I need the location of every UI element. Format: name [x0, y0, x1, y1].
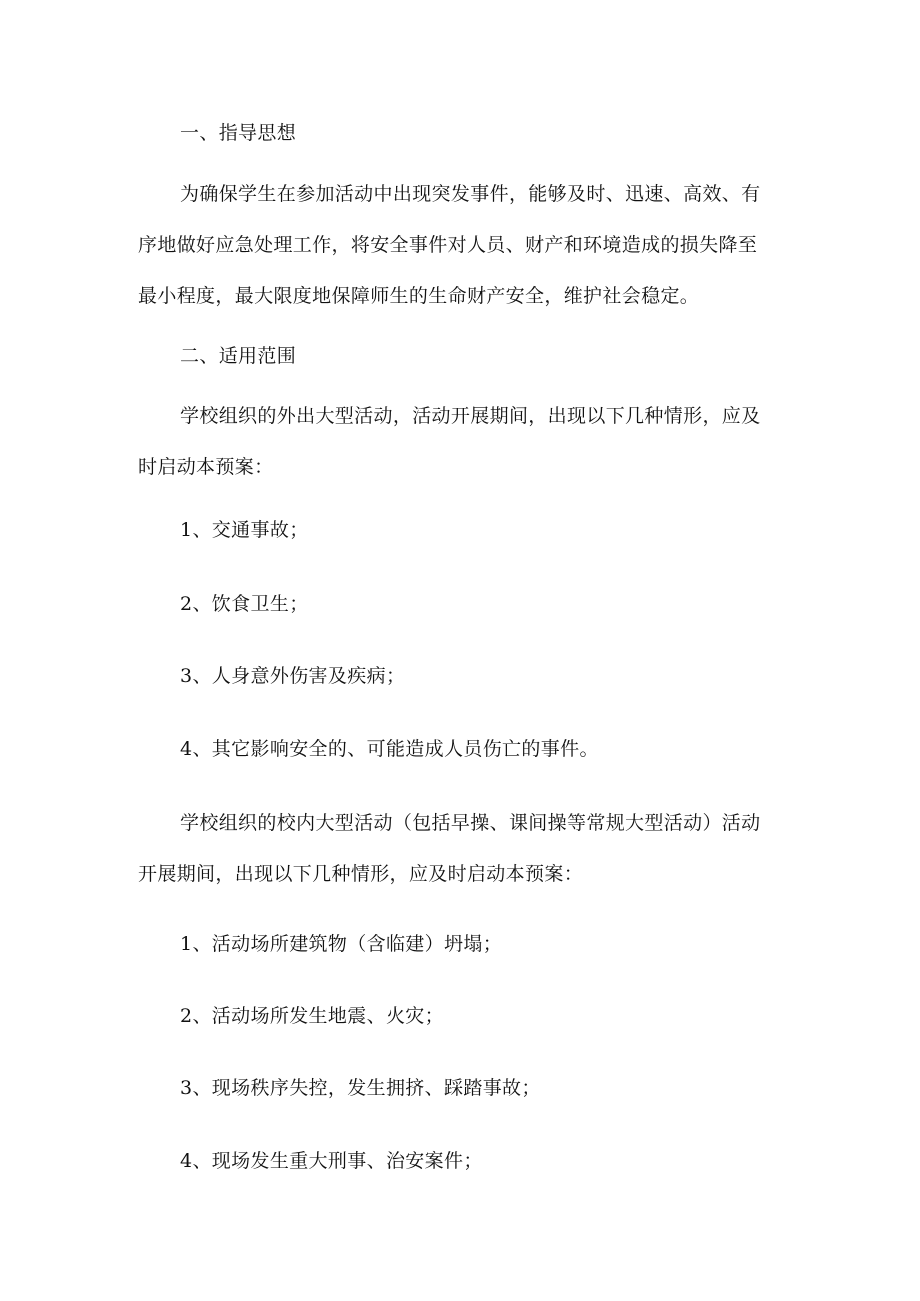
- paragraph-line: 序地做好应急处理工作，将安全事件对人员、财产和环境造成的损失降至: [138, 234, 758, 256]
- paragraph-line: 时启动本预案：: [138, 456, 274, 478]
- list-item: 1、活动场所建筑物（含临建）坍塌；: [180, 933, 503, 955]
- paragraph-line: 为确保学生在参加活动中出现突发事件，能够及时、迅速、高效、有: [180, 183, 761, 205]
- list-item: 4、其它影响安全的、可能造成人员伤亡的事件。: [180, 738, 599, 760]
- paragraph-line: 学校组织的外出大型活动，活动开展期间，出现以下几种情形，应及: [180, 405, 761, 427]
- list-item: 1、交通事故；: [180, 519, 309, 541]
- list-item: 2、饮食卫生；: [180, 593, 309, 615]
- section-heading-scope: 二、适用范围: [180, 345, 297, 367]
- paragraph-line: 开展期间，出现以下几种情形，应及时启动本预案：: [138, 863, 584, 885]
- paragraph-line: 最小程度，最大限度地保障师生的生命财产安全，维护社会稳定。: [138, 285, 700, 307]
- section-heading-guiding-thought: 一、指导思想: [180, 122, 297, 144]
- list-item: 3、现场秩序失控，发生拥挤、踩踏事故；: [180, 1077, 541, 1099]
- list-item: 2、活动场所发生地震、火灾；: [180, 1005, 444, 1027]
- paragraph-line: 学校组织的校内大型活动（包括早操、课间操等常规大型活动）活动: [180, 812, 761, 834]
- list-item: 4、现场发生重大刑事、治安案件；: [180, 1150, 483, 1172]
- list-item: 3、人身意外伤害及疾病；: [180, 665, 406, 687]
